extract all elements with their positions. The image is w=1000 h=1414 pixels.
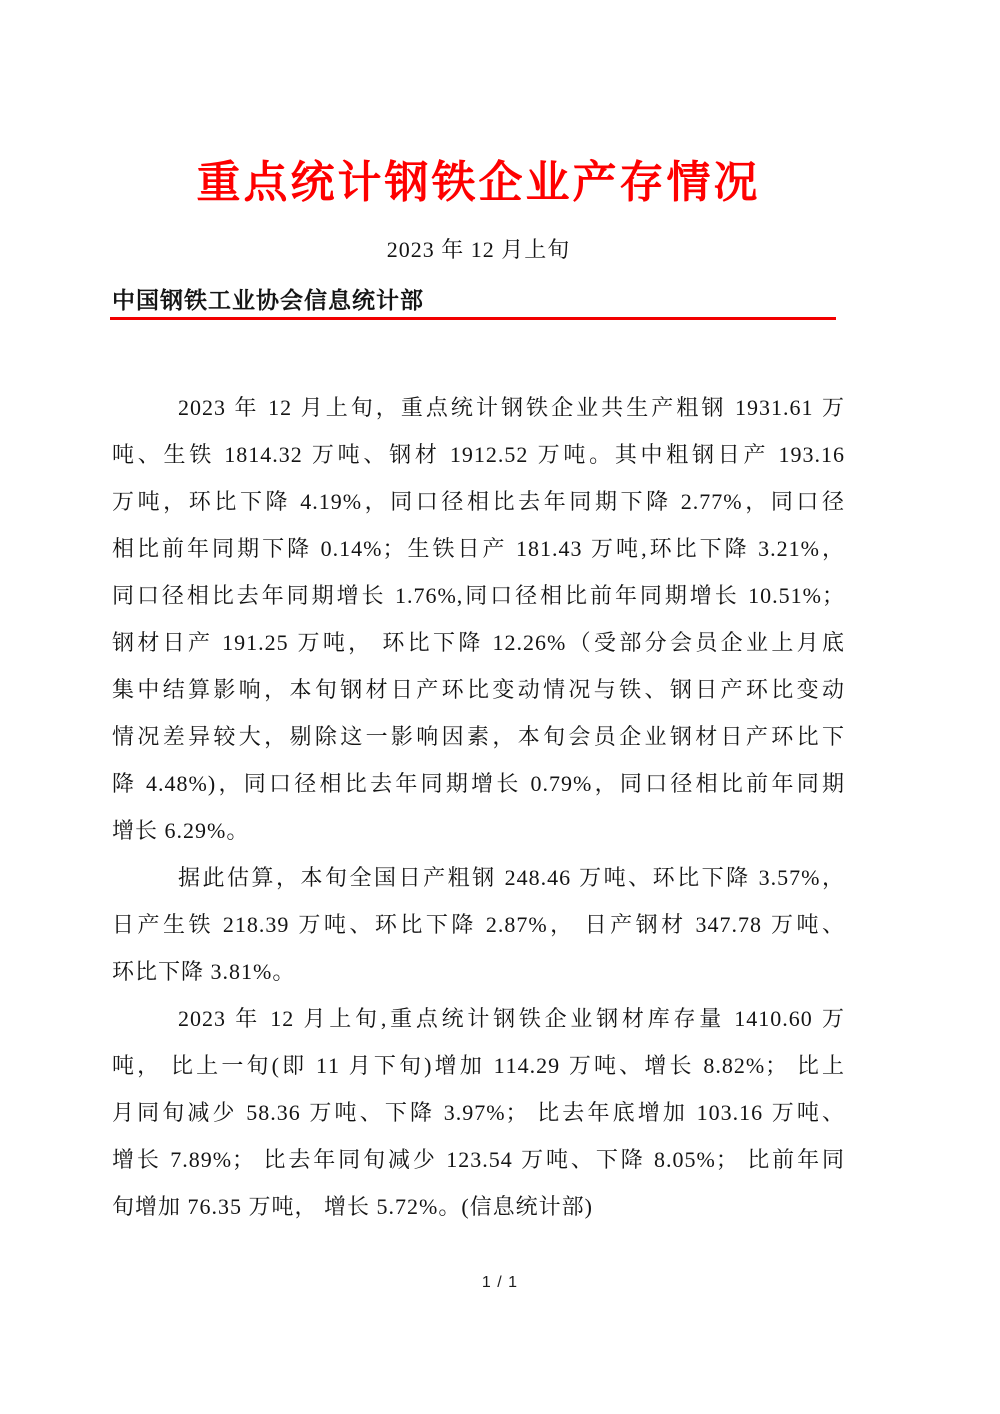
header-divider-rule (110, 317, 836, 320)
body-line: 2023 年 12 月上旬，重点统计钢铁企业共生产粗钢 1931.61 万 (178, 395, 845, 420)
body-line: 日产生铁 218.39 万吨、环比下降 2.87%， 日产钢材 347.78 万吨、 (112, 912, 845, 937)
body-line: 据此估算，本旬全国日产粗钢 248.46 万吨、环比下降 3.57%， (178, 865, 845, 890)
page-title: 重点统计钢铁企业产存情况 (196, 158, 761, 207)
body-line: 2023 年 12 月上旬,重点统计钢铁企业钢材库存量 1410.60 万 (178, 1006, 845, 1031)
issuing-department: 中国钢铁工业协会信息统计部 (112, 288, 424, 313)
body-line: 集中结算影响，本旬钢材日产环比变动情况与铁、钢日产环比变动 (112, 677, 845, 702)
paragraph (112, 995, 845, 1230)
body-line: 环比下降 3.81%。 (112, 959, 296, 984)
paragraph (112, 384, 845, 854)
page-number: 1 / 1 (481, 1274, 519, 1291)
body-line: 情况差异较大，剔除这一影响因素，本旬会员企业钢材日产环比下 (112, 724, 845, 749)
paragraph (112, 854, 845, 995)
body-line: 相比前年同期下降 0.14%；生铁日产 181.43 万吨,环比下降 3.21%， (112, 536, 845, 561)
body-paragraphs (112, 384, 845, 1230)
body-line: 万吨，环比下降 4.19%，同口径相比去年同期下降 2.77%，同口径 (112, 489, 845, 514)
body-line: 降 4.48%)，同口径相比去年同期增长 0.79%，同口径相比前年同期 (112, 771, 845, 796)
body-line: 吨、生铁 1814.32 万吨、钢材 1912.52 万吨。其中粗钢日产 193.16 (112, 442, 845, 467)
body-line: 月同旬减少 58.36 万吨、下降 3.97%； 比去年底增加 103.16 万吨、 (112, 1100, 845, 1125)
body-line: 钢材日产 191.25 万吨， 环比下降 12.26%（受部分会员企业上月底 (112, 630, 845, 655)
body-line: 同口径相比去年同期增长 1.76%,同口径相比前年同期增长 10.51%； (112, 583, 845, 608)
body-line: 吨， 比上一旬(即 11 月下旬)增加 114.29 万吨、增长 8.82%； 比上 (112, 1053, 845, 1078)
body-line: 增长 7.89%； 比去年同旬减少 123.54 万吨、下降 8.05%； 比前年同 (112, 1147, 845, 1172)
report-period-subtitle: 2023 年 12 月上旬 (386, 237, 571, 262)
body-line: 旬增加 76.35 万吨， 增长 5.72%。(信息统计部) (112, 1194, 593, 1219)
body-line: 增长 6.29%。 (112, 818, 250, 843)
